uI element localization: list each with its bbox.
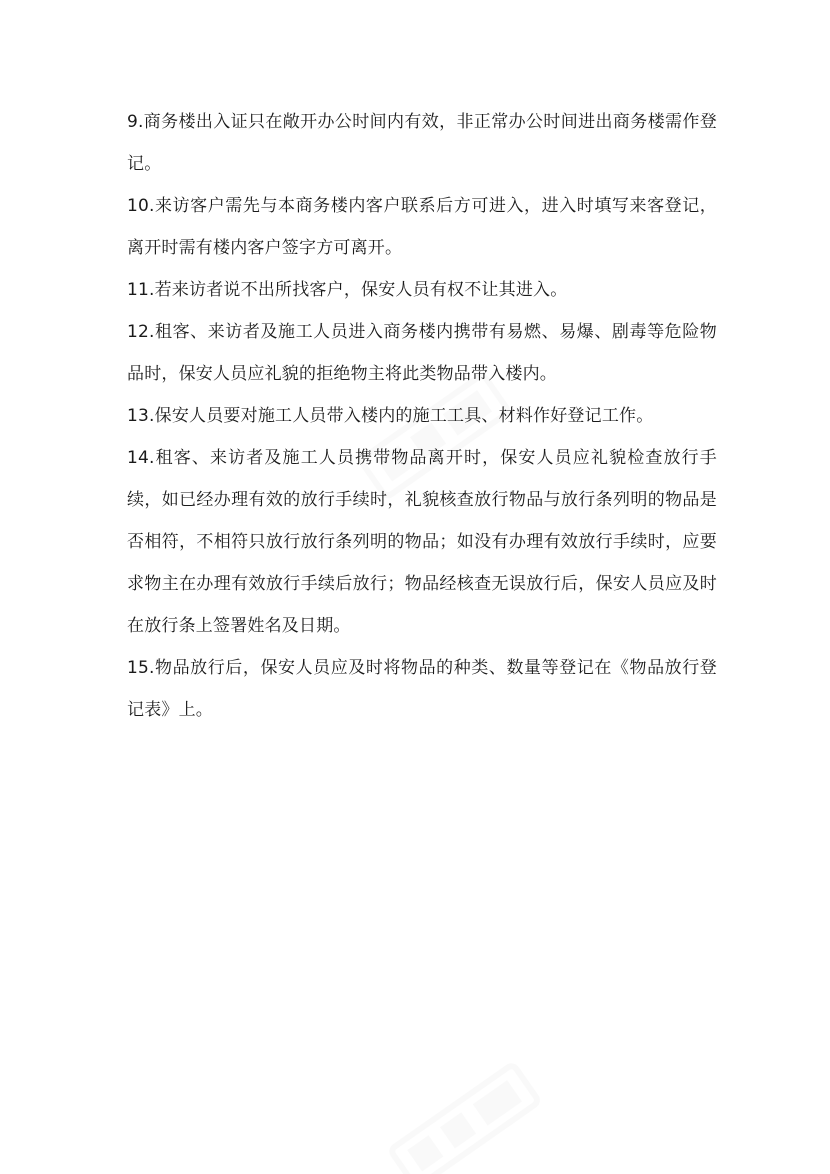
paragraph-9: 9.商务楼出入证只在敞开办公时间内有效，非正常办公时间进出商务楼需作登记。 xyxy=(127,112,717,174)
paragraph-14: 14.租客、来访者及施工人员携带物品离开时，保安人员应礼貌检查放行手续，如已经办理有效的放行手续时，礼貌核查放行物品与放行条列明的物品是否相符，不相符只放行放行条列明的物品；如没有办理有效放行手续时，应要求物主在办理有效放行手续后放行；物品经核查无误放行后，保安人员应及时在放行条上签署姓名及日期。 xyxy=(127,448,717,636)
watermark-logo-bottom xyxy=(390,1064,539,1174)
paragraph-11: 11.若来访者说不出所找客户，保安人员有权不让其进入。 xyxy=(127,280,568,300)
paragraph-13: 13.保安人员要对施工人员带入楼内的施工工具、材料作好登记工作。 xyxy=(127,406,654,426)
document-body xyxy=(127,101,717,731)
paragraph-10: 10.来访客户需先与本商务楼内客户联系后方可进入，进入时填写来客登记，离开时需有楼内客户签字方可离开。 xyxy=(127,196,717,258)
paragraph-12: 12.租客、来访者及施工人员进入商务楼内携带有易燃、易爆、剧毒等危险物品时，保安人员应礼貌的拒绝物主将此类物品带入楼内。 xyxy=(127,322,717,384)
paragraph-15: 15.物品放行后，保安人员应及时将物品的种类、数量等登记在《物品放行登记表》上。 xyxy=(127,658,717,720)
